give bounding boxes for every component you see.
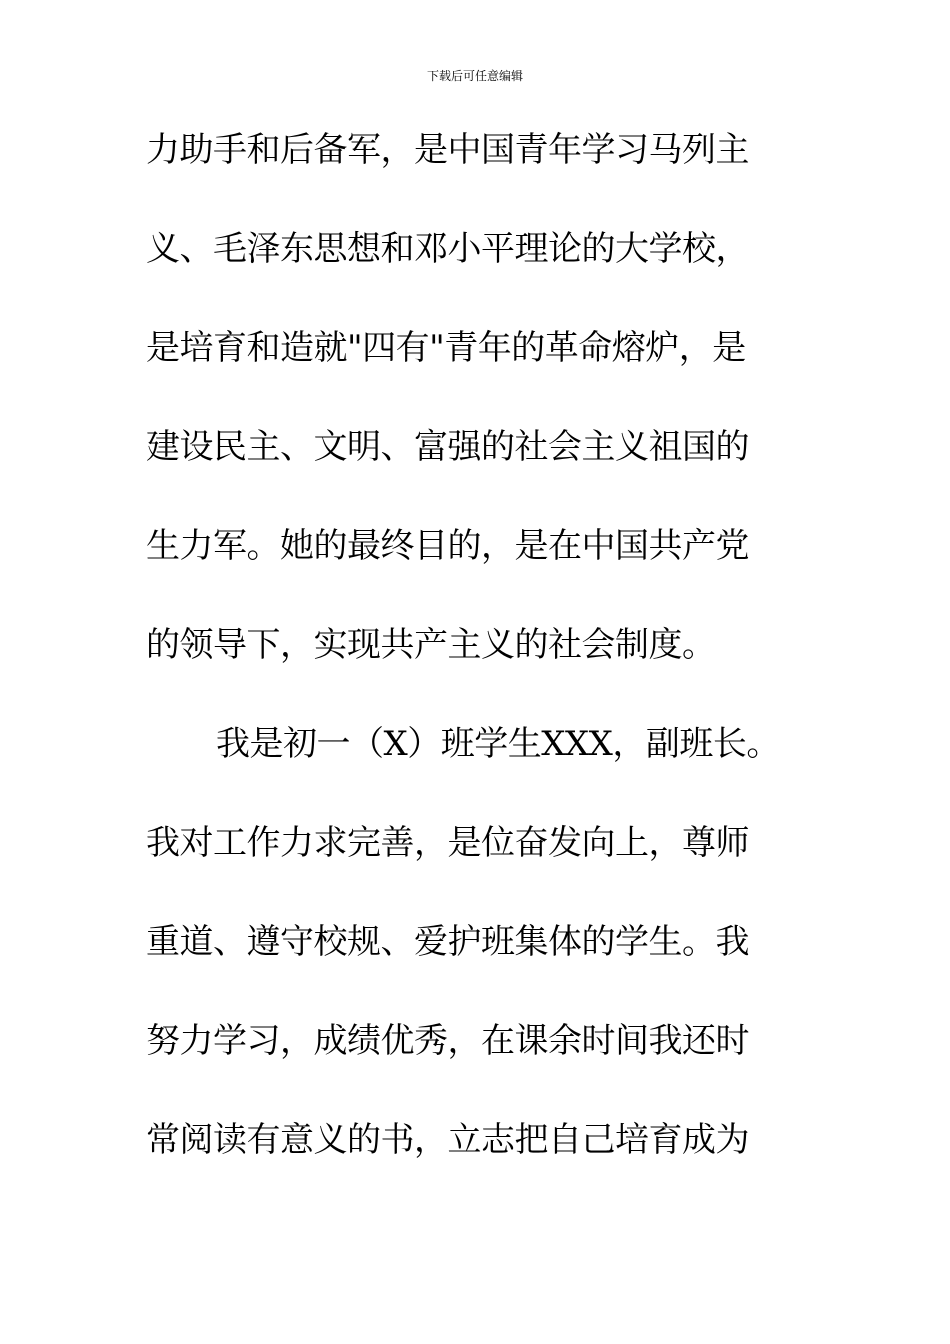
body-text-line: 义、毛泽东思想和邓小平理论的大学校， — [146, 229, 749, 269]
body-text-line: 是培育和造就"四有"青年的革命熔炉，是 — [146, 328, 746, 368]
body-text-line: 努力学习，成绩优秀，在课余时间我还时 — [146, 1021, 749, 1061]
paragraph-first-line: 我是初一（X）班学生XXX，副班长。 — [216, 724, 780, 764]
body-text-line: 的领导下，实现共产主义的社会制度。 — [146, 625, 716, 665]
body-text-line: 建设民主、文明、富强的社会主义祖国的 — [146, 427, 749, 467]
body-text-line: 力助手和后备军，是中国青年学习马列主 — [146, 130, 749, 170]
body-text-line: 我对工作力求完善，是位奋发向上，尊师 — [146, 823, 749, 863]
body-text-line: 常阅读有意义的书，立志把自己培育成为 — [146, 1120, 749, 1160]
body-text-line: 生力军。她的最终目的，是在中国共产党 — [146, 526, 749, 566]
page-header: 下载后可任意编辑 — [426, 69, 523, 83]
body-text-line: 重道、遵守校规、爱护班集体的学生。我 — [146, 922, 749, 962]
